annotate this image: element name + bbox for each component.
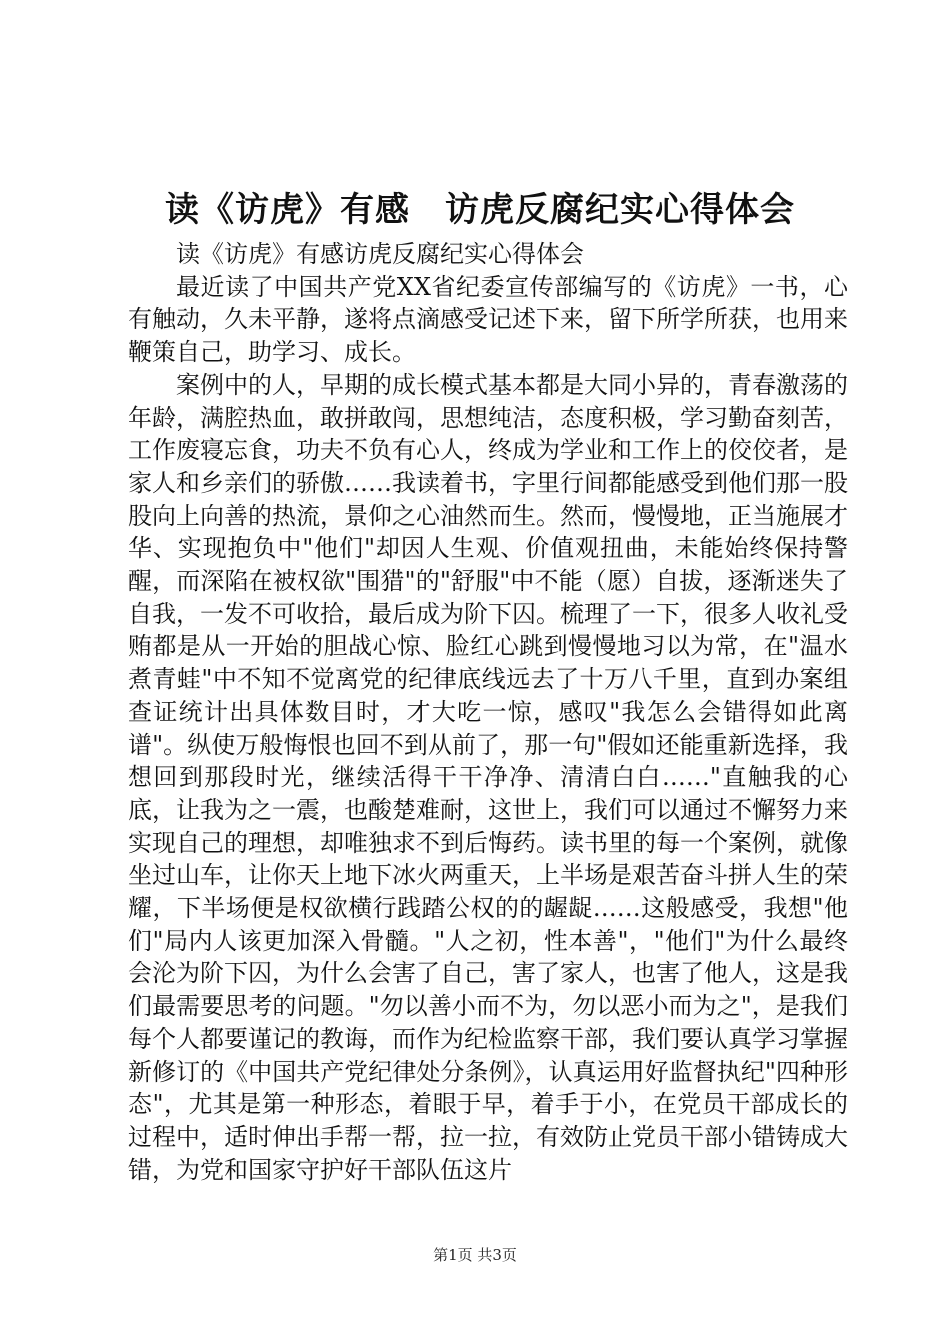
document-body — [128, 238, 848, 1186]
body-paragraph-2: 最近读了中国共产党XX省纪委宣传部编写的《访虎》一书，心有触动，久未平静，遂将点滴感受记述下来，留下所学所获，也用来鞭策自己，助学习、成长。 — [128, 272, 848, 367]
page-footer: 第1页 共3页 — [433, 1246, 517, 1264]
body-paragraph-1: 读《访虎》有感访虎反腐纪实心得体会 — [176, 240, 584, 268]
body-paragraph-3: 案例中的人，早期的成长模式基本都是大同小异的，青春激荡的年龄，满腔热血，敢拼敢闯，思想纯洁，态度积极，学习勤奋刻苦，工作废寝忘食，功夫不负有心人，终成为学业和工作上的佼佼者，是家人和乡亲们的骄傲……我读着书，字里行间都能感受到他们那一股股向上向善的热流，景仰之心油然而生。然而，慢慢地，正当施展才华、实现抱负中"他们"却因人生观、价值观扭曲，未能始终保持警醒，而深陷在被权欲"围猎"的"舒服"中不能（愿）自拔，逐渐迷失了自我，一发不可收拾，最后成为阶下囚。梳理了一下，很多人收礼受贿都是从一开始的胆战心惊、脸红心跳到慢慢地习以为常，在"温水煮青蛙"中不知不觉离党的纪律底线远去了十万八千里，直到办案组查证统计出具体数目时，才大吃一惊，感叹"我怎么会错得如此离谱"。纵使万般悔恨也回不到从前了，那一句"假如还能重新选择，我想回到那段时光，继续活得干干净净、清清白白……"直触我的心底，让我为之一震，也酸楚难耐，这世上，我们可以通过不懈努力来实现自己的理想，却唯独求不到后悔药。读书里的每一个案例，就像坐过山车，让你天上地下冰火两重天，上半场是艰苦奋斗拼人生的荣耀，下半场便是权欲横行践踏公权的的龌龊……这般感受，我想"他们"局内人该更加深入骨髓。"人之初，性本善"，"他们"为什么最终会沦为阶下囚，为什么会害了自己，害了家人，也害了他人，这是我们最需要思考的问题。"勿以善小而不为，勿以恶小而为之"，是我们每个人都要谨记的教诲，而作为纪检监察干部，我们要认真学习掌握新修订的《中国共产党纪律处分条例》，认真运用好监督执纪"四种形态"，尤其是第一种形态，着眼于早，着手于小，在党员干部成长的过程中，适时伸出手帮一帮，拉一拉，有效防止党员干部小错铸成大错，为党和国家守护好干部队伍这片 — [128, 370, 848, 1184]
document-title: 读《访虎》有感 访虎反腐纪实心得体会 — [165, 190, 795, 230]
